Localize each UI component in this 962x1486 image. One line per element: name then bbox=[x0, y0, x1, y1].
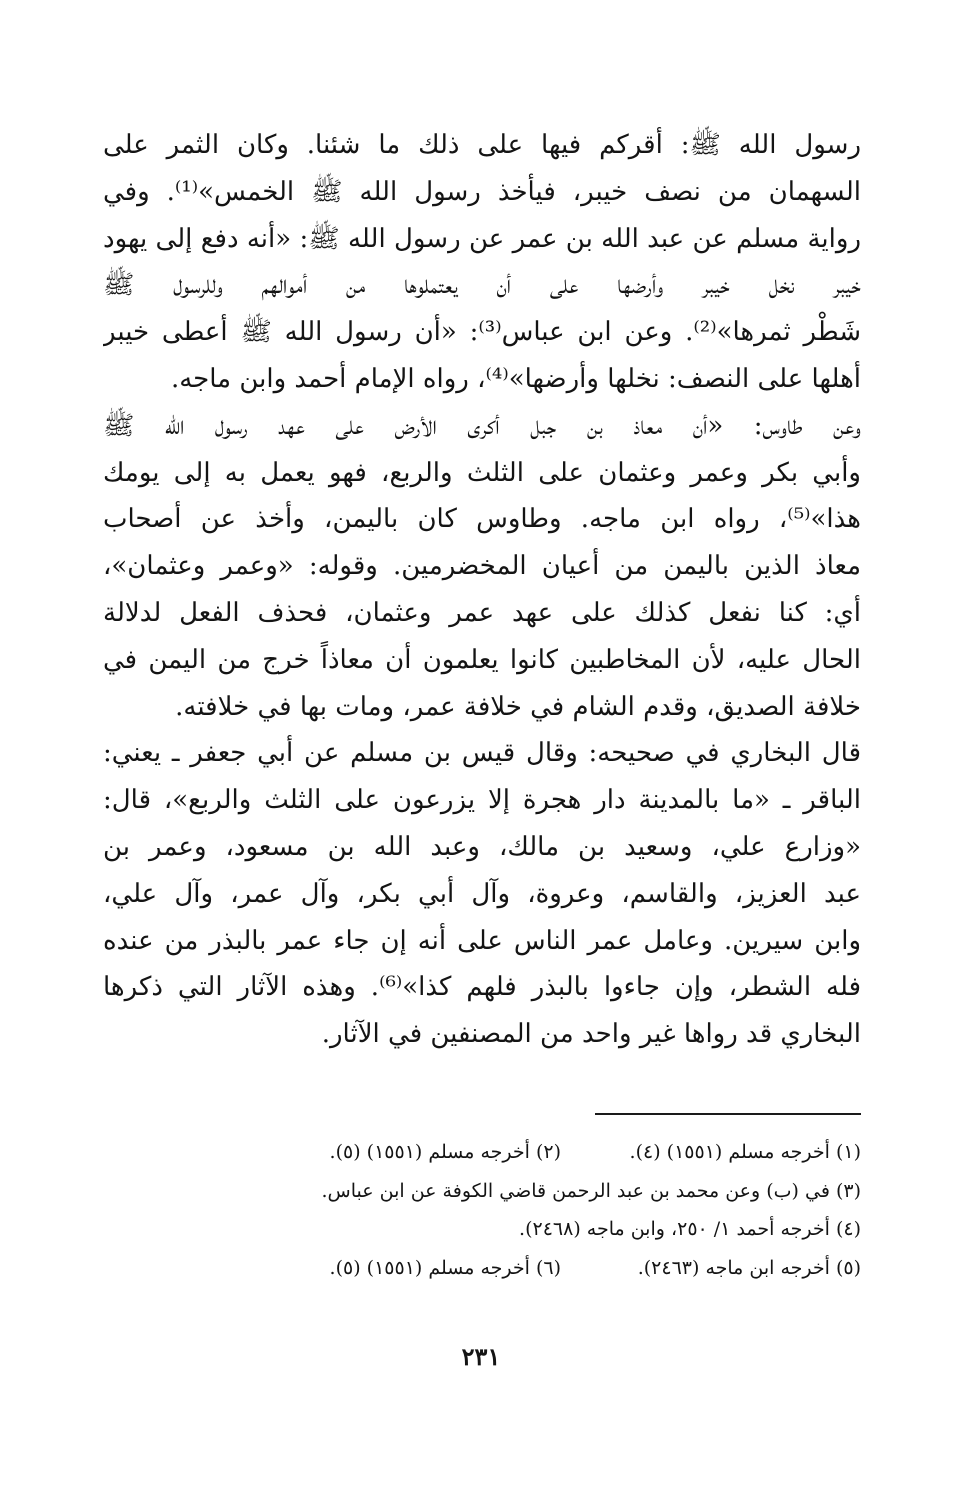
footnote-3: (٣) في (ب) وعن محمد بن عبد الرحمن قاضي الكوفة عن ابن عباس. bbox=[321, 1179, 861, 1202]
footnote-2: (٢) أخرجه مسلم (١٥٥١) (٥). bbox=[329, 1141, 561, 1163]
text-line: السهمان من نصف خيبر، فيأخذ رسول الله ﷺ الخمس»⁽¹⁾. وفي bbox=[103, 176, 861, 207]
text-line: «وزارع علي، وسعيد بن مالك، وعبد الله بن مسعود، وعمر بن bbox=[103, 831, 861, 862]
text-line: خيبر نخل خيبر وأرضها على أن يعتملوها من أموالهم وللرسول ﷺ bbox=[103, 270, 861, 301]
text-line: فله الشطر، وإن جاءوا بالبذر فلهم كذا»⁽⁶⁾. وهذه الآثار التي ذكرها bbox=[103, 972, 861, 1003]
footnote-5: (٥) أخرجه ابن ماجه (٢٤٦٣). bbox=[637, 1256, 861, 1279]
footnotes bbox=[103, 1133, 861, 1287]
page-number: ٢٣١ bbox=[461, 1342, 501, 1371]
text-line: معاذ الذين باليمن من أعيان المخضرمين. وقوله: «وعمر وعثمان»، bbox=[103, 551, 861, 582]
text-line: وابن سيرين. وعامل عمر الناس على أنه إن جاء عمر بالبذر من عنده bbox=[103, 925, 861, 956]
text-line: قال البخاري في صحيحه: وقال قيس بن مسلم عن أبي جعفر ـ يعني: bbox=[103, 738, 861, 769]
text-line: البخاري قد رواها غير واحد من المصنفين في الآثار. bbox=[321, 1019, 861, 1050]
main-text bbox=[103, 122, 861, 1058]
footnote-4: (٤) أخرجه أحمد ١/ ٢٥٠، وابن ماجه (٢٤٦٨). bbox=[519, 1218, 861, 1240]
footnote-1: (١) أخرجه مسلم (١٥٥١) (٤). bbox=[629, 1141, 861, 1163]
text-line: رسول الله ﷺ: أقركم فيها على ذلك ما شئنا. وكان الثمر على bbox=[103, 130, 861, 160]
text-line: هذا»⁽⁵⁾، رواه ابن ماجه. وطاوس كان باليمن، وأخذ عن أصحاب bbox=[103, 504, 861, 535]
text-line: الحال عليه، لأن المخاطبين كانوا يعلمون أن معاذاً خرج من اليمن في bbox=[103, 644, 861, 675]
text-line: وعن طاوس: «أن معاذ بن جبل أكرى الأرض على عهد رسول الله ﷺ bbox=[103, 410, 861, 441]
text-line: شَطْر ثمرها»⁽²⁾. وعن ابن عباس⁽³⁾: «أن رسول الله ﷺ أعطى خيبر bbox=[103, 317, 861, 348]
footnote-line bbox=[103, 1133, 861, 1172]
text-line: أهلها على النصف: نخلها وأرضها»⁽⁴⁾، رواه الإمام أحمد وابن ماجه. bbox=[170, 363, 861, 394]
footnote-line bbox=[103, 1172, 861, 1211]
footnote-divider bbox=[595, 1113, 861, 1115]
footnote-line bbox=[103, 1249, 861, 1288]
text-line: خلافة الصديق، وقدم الشام في خلافة عمر، ومات بها في خلافته. bbox=[175, 691, 861, 722]
text-line: رواية مسلم عن عبد الله بن عمر عن رسول الله ﷺ: «أنه دفع إلى يهود bbox=[103, 223, 861, 254]
text-line: الباقر ـ «ما بالمدينة دار هجرة إلا يزرعون على الثلث والربع»، قال: bbox=[103, 785, 861, 816]
text-line: أي: كنا نفعل كذلك على عهد عمر وعثمان، فحذف الفعل لدلالة bbox=[103, 597, 861, 628]
footnote-line bbox=[103, 1210, 861, 1249]
text-line: وأبي بكر وعمر وعثمان على الثلث والربع، فهو يعمل به إلى يومك bbox=[103, 457, 861, 488]
text-line: عبد العزيز، والقاسم، وعروة، وآل أبي بكر، وآل عمر، وآل علي، bbox=[103, 878, 861, 909]
footnote-6: (٦) أخرجه مسلم (١٥٥١) (٥). bbox=[329, 1256, 561, 1279]
